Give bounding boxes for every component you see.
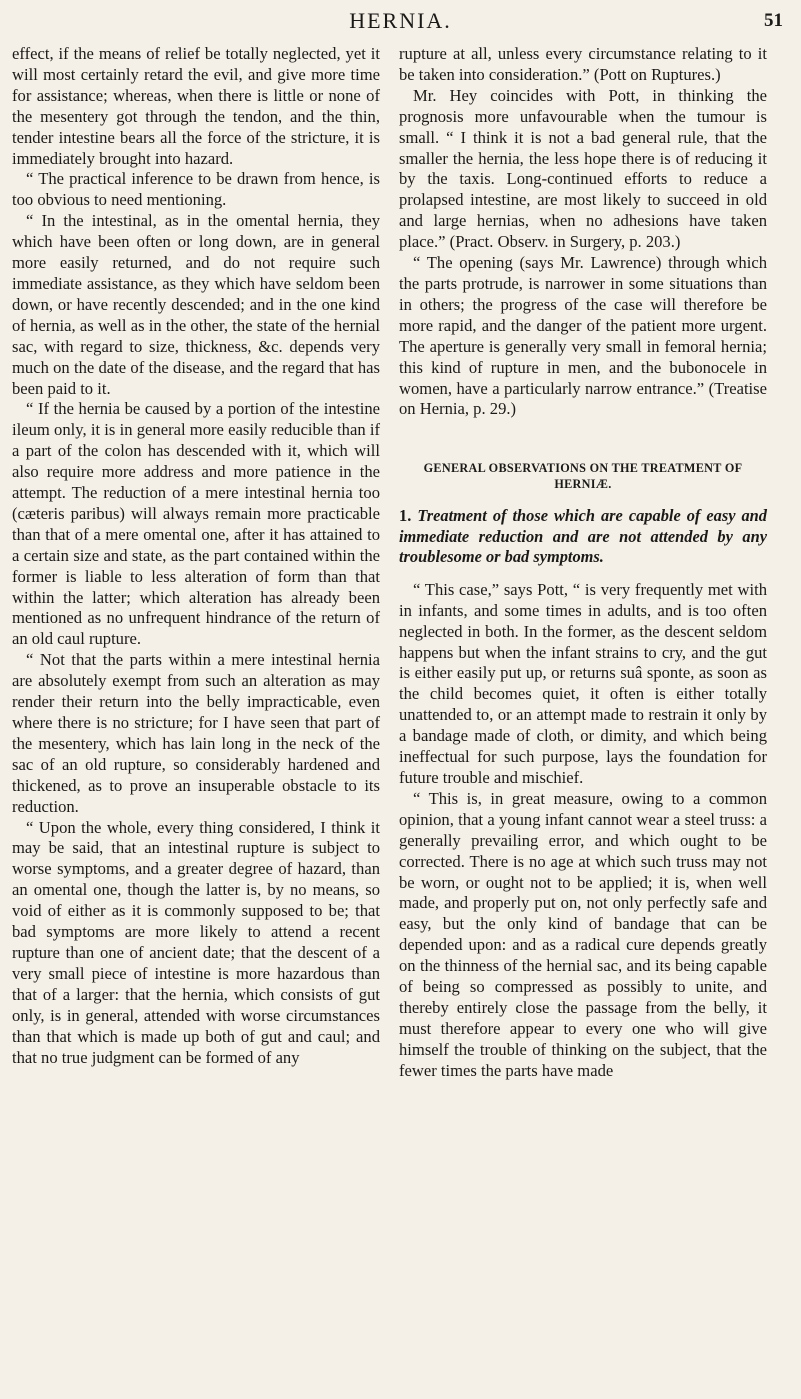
left-paragraph-1: effect, if the means of relief be totally neglected, yet it will most certainly retard the evil, and give more time for assistance; whereas, when there is little or none of the mesentery got through the tendon, and the thin, tender intestine bears all the force of the stricture, it is immediately brought into hazard. — [12, 44, 380, 168]
right-paragraph-4: “ This case,” says Pott, “ is very frequently met with in infants, and some times in adults, and is too often neglected in both. In the former, as the descent seldom happens but when the infant strains to cry, and the gut is either easily put up, or returns suâ sponte, as soon as the child becomes quiet, it often is either totally unattended to, or an attempt made to restrain it only by a bandage made of cloth, or dimity, and which being ineffectual for such purpose, lays the foundation for future trouble and mischief. — [399, 579, 767, 787]
subheading — [399, 506, 767, 568]
left-paragraph-3: “ In the intestinal, as in the omental hernia, they which have been often or long down, are in general more easily returned, and do not require such immediate assistance, as they which have seldom been down, or have recently descended; and in the one kind of hernia, as well as in the other, the state of the hernial sac, with regard to size, thickness, &c. depends very much on the date of the disease, and the regard that has been paid to it. — [12, 211, 380, 398]
right-column — [399, 44, 767, 1082]
section-heading: GENERAL OBSERVATIONS ON THE TREATMENT OF HERNIÆ. — [423, 461, 743, 492]
subheading-number: 1. — [399, 506, 412, 526]
right-paragraph-2: Mr. Hey coincides with Pott, in thinking the prognosis more unfavourable when the tumour is small. “ I think it is not a bad general rule, that the smaller the hernia, the less hope there is of reducing it by the taxis. Long-continued efforts to reduce a prolapsed intestine, are most likely to succeed in old and large hernias, when no adhesions have taken place.” (Pract. Observ. in Surgery, p. 203.) — [399, 85, 767, 252]
left-paragraph-6: “ Upon the whole, every thing considered, I think it may be said, that an intestinal rupture is subject to worse symptoms, and a greater degree of hazard, than an omental one, though the latter is, by no means, so void of either as it is commonly supposed to be; that bad symptoms are more likely to attend a recent rupture than one of ancient date; that the descent of a very small piece of intestine is more hazardous than that of a larger: that the hernia, which consists of gut only, is in general, attended with worse circumstances than that which is made up both of gut and caul; and that no true judgment can be formed of any — [12, 817, 380, 1067]
page-number: 51 — [764, 10, 783, 31]
running-title: HERNIA. — [349, 8, 452, 33]
running-head — [0, 6, 801, 40]
left-paragraph-5: “ Not that the parts within a mere intestinal hernia are absolutely exempt from such an alteration as may render their return into the belly impracticable, even where there is no stricture; for I have seen that part of the mesentery, which has lain long in the neck of the sac of an old rupture, so considerably hardened and thickened, as to prove an insuperable obstacle to its reduction. — [12, 650, 380, 816]
right-paragraph-5: “ This is, in great measure, owing to a common opinion, that a young infant cannot wear a steel truss: a generally prevailing error, and which ought to be corrected. There is no age at which such truss may not be worn, or ought not to be applied; it is, when well made, and properly put on, not only perfectly safe and easy, but the only kind of bandage that can be depended upon: and as a radical cure depends greatly on the thinness of the hernial sac, and its being capable of being so compressed as possibly to unite, and thereby entirely close the passage from the belly, it must therefore appear to every one who will give himself the trouble of thinking on the subject, that the fewer times the parts have made — [399, 788, 767, 1080]
subheading-text: Treatment of those which are capable of easy and immediate reduction and are not attended by any troublesome or bad symptoms. — [399, 506, 767, 567]
left-paragraph-4: “ If the hernia be caused by a portion of the intestine ileum only, it is in general more easily reducible than if a part of the colon has descended with it, which will also require more address and more patience in the attempt. The reduction of a mere intestinal hernia too (cæteris paribus) will always remain more practicable than that of a mere omental one, after it has attained to a certain size and state, as the part contained within the former is liable to less alteration of form than that within the latter; which alteration has already been mentioned as no unfrequent hindrance of the return of an old caul rupture. — [12, 399, 380, 649]
right-paragraph-3: “ The opening (says Mr. Lawrence) through which the parts protrude, is narrower in some situations than in others; the progress of the case will therefore be more rapid, and the danger of the patient more urgent. The aperture is generally very small in femoral hernia; this kind of rupture in men, and the bubonocele in women, have a particularly narrow entrance.” (Treatise on Hernia, p. 29.) — [399, 253, 767, 419]
left-paragraph-2: “ The practical inference to be drawn from hence, is too obvious to need mentioning. — [12, 169, 380, 210]
left-column — [12, 44, 380, 1068]
right-paragraph-1: rupture at all, unless every circumstance relating to it be taken into consideration.” (Pott on Ruptures.) — [399, 44, 767, 84]
